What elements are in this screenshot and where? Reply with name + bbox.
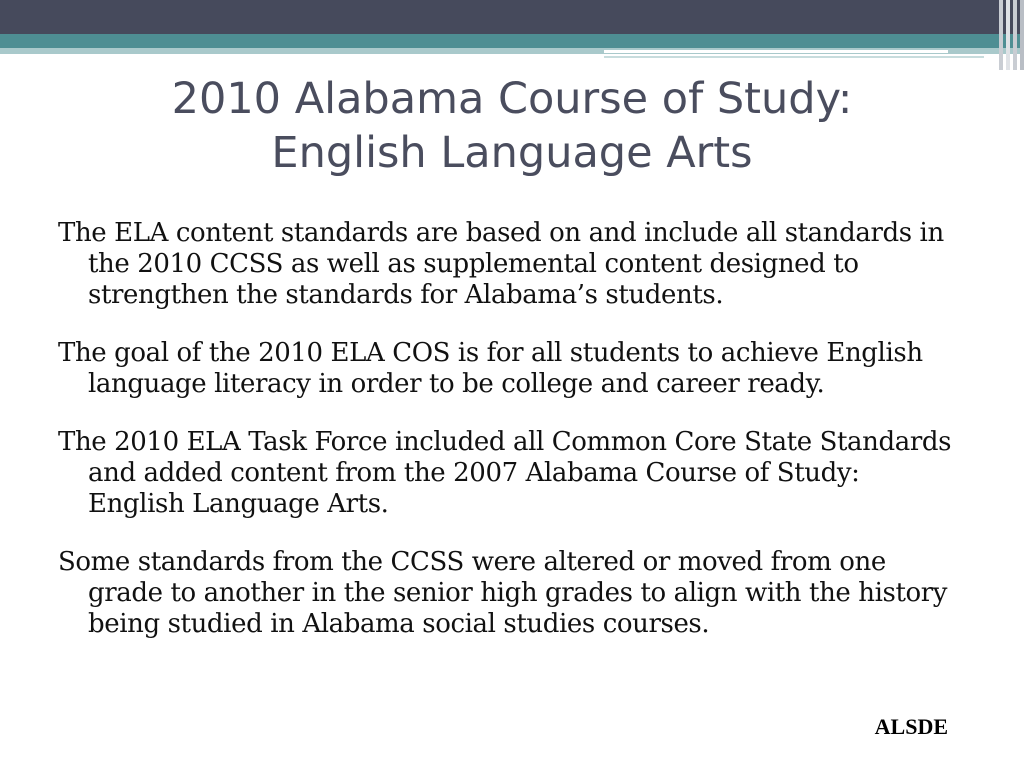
paragraph-task-force: The 2010 ELA Task Force included all Common Core State Standards and added content from the 2007 Alabama Course of Study: English Language Arts. bbox=[58, 427, 952, 519]
decorative-bar bbox=[1020, 0, 1024, 70]
paragraph-goal: The goal of the 2010 ELA COS is for all students to achieve English language literacy in order to be college and career ready. bbox=[58, 338, 923, 399]
header-accent-line bbox=[604, 50, 948, 53]
slide-title-line-2: English Language Arts bbox=[271, 128, 753, 178]
slide-title-line-1: 2010 Alabama Course of Study: bbox=[171, 74, 853, 124]
decorative-bar bbox=[999, 0, 1003, 70]
decorative-bar bbox=[1013, 0, 1017, 70]
paragraph-altered-standards: Some standards from the CCSS were altered or moved from one grade to another in the senior high grades to align with the history being studied in Alabama social studies courses. bbox=[58, 547, 948, 639]
decorative-bar bbox=[1006, 0, 1010, 70]
slide-title bbox=[0, 72, 1024, 180]
header-band-dark bbox=[0, 0, 1024, 34]
header-decorative-bars bbox=[984, 0, 1024, 70]
header-band-teal bbox=[0, 34, 1024, 48]
paragraph-ela-standards: The ELA content standards are based on and include all standards in the 2010 CCSS as well as supplemental content designed to strengthen the standards for Alabama’s students. bbox=[58, 218, 944, 310]
footer-label: ALSDE bbox=[874, 714, 948, 739]
header-accent-line-secondary bbox=[604, 56, 984, 58]
slide-body bbox=[58, 218, 958, 667]
